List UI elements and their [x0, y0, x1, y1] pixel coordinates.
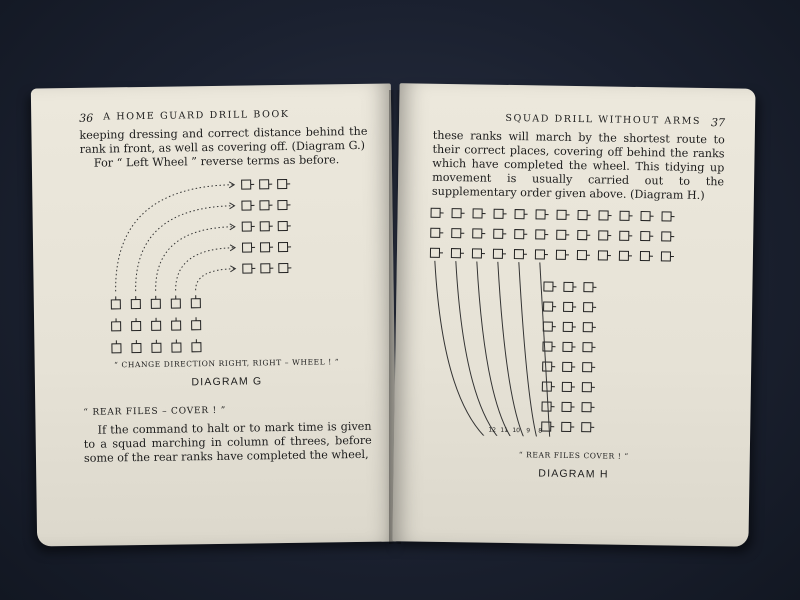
rear-files-command: “ REAR FILES – COVER ! ” — [83, 405, 227, 418]
soldier-square — [131, 300, 140, 309]
wheeled-soldier — [242, 180, 255, 189]
original-soldier — [132, 340, 141, 353]
column-soldier — [584, 283, 597, 292]
soldier-square — [278, 242, 287, 251]
left-paragraph-3: If the command to halt or to mark time is given to a squad marching in column of threes, before some of the rear ranks have completed the wheel, — [83, 419, 372, 465]
wheeled-soldier — [279, 263, 292, 272]
file-number-label: 11 — [500, 426, 509, 434]
wheeled-soldier — [260, 222, 273, 231]
original-soldier — [112, 318, 121, 331]
rear-file-path — [516, 262, 541, 439]
file-number-label: 9 — [526, 427, 531, 435]
file-number-label: 10 — [512, 427, 521, 435]
wheel-path-arrow — [195, 269, 235, 291]
right-running-head: SQUAD DRILL WITHOUT ARMS — [505, 112, 702, 127]
column-soldier — [543, 322, 556, 331]
soldier-square — [662, 232, 671, 241]
soldier-square — [582, 383, 591, 392]
front-rank-soldier — [641, 212, 654, 221]
front-rank-soldier — [515, 210, 528, 219]
original-soldier — [192, 317, 201, 330]
front-rank-soldier — [451, 249, 464, 258]
soldier-square — [151, 299, 160, 308]
front-rank-soldier — [661, 252, 674, 261]
front-rank-soldier — [472, 249, 485, 258]
soldier-square — [111, 300, 120, 309]
wheeled-soldier — [242, 222, 255, 231]
column-soldier — [542, 422, 555, 431]
front-rank-soldier — [620, 211, 633, 220]
soldier-square — [562, 402, 571, 411]
front-rank-soldier — [578, 231, 591, 240]
column-soldier — [583, 363, 596, 372]
soldier-square — [112, 344, 121, 353]
front-rank-soldier — [598, 251, 611, 260]
soldier-square — [192, 343, 201, 352]
wheeled-soldier — [260, 243, 273, 252]
front-rank-soldier — [431, 208, 444, 217]
front-rank-soldier — [599, 211, 612, 220]
wheeled-soldier — [260, 180, 273, 189]
front-rank-soldier — [599, 231, 612, 240]
column-soldier — [583, 323, 596, 332]
soldier-square — [599, 231, 608, 240]
soldier-square — [132, 322, 141, 331]
wheeled-soldier — [278, 221, 291, 230]
soldier-square — [171, 299, 180, 308]
right-page-header — [433, 112, 725, 130]
diagram-h — [422, 205, 716, 440]
soldier-square — [242, 180, 251, 189]
wheeled-soldier — [242, 201, 255, 210]
soldier-square — [192, 321, 201, 330]
soldier-square — [641, 232, 650, 241]
soldier-square — [494, 209, 503, 218]
soldier-square — [584, 303, 593, 312]
soldier-square — [494, 229, 503, 238]
wheeled-soldier — [278, 242, 291, 251]
soldier-square — [242, 243, 251, 252]
front-rank-soldier — [494, 209, 507, 218]
original-soldier — [172, 339, 181, 352]
soldier-square — [535, 250, 544, 259]
soldier-square — [620, 231, 629, 240]
soldier-square — [514, 250, 523, 259]
soldier-square — [563, 322, 572, 331]
soldier-square — [582, 403, 591, 412]
soldier-square — [132, 344, 141, 353]
front-rank-soldier — [514, 250, 527, 259]
soldier-square — [564, 282, 573, 291]
soldier-square — [564, 302, 573, 311]
soldier-square — [583, 363, 592, 372]
soldier-square — [583, 343, 592, 352]
soldier-square — [542, 402, 551, 411]
front-rank-soldier — [473, 209, 486, 218]
column-soldier — [563, 342, 576, 351]
original-soldier — [152, 340, 161, 353]
wheel-path-arrow — [175, 248, 236, 291]
diagram-g-label: DIAGRAM G — [191, 375, 263, 389]
wheeled-soldier — [242, 243, 255, 252]
right-page-number: 37 — [710, 116, 726, 130]
column-soldier — [582, 383, 595, 392]
soldier-square — [556, 250, 565, 259]
front-rank-soldier — [473, 229, 486, 238]
front-rank-soldier — [452, 229, 465, 238]
soldier-square — [557, 230, 566, 239]
soldier-square — [598, 251, 607, 260]
soldier-square — [577, 251, 586, 260]
soldier-square — [260, 243, 269, 252]
wheeled-soldier — [278, 179, 291, 188]
soldier-square — [260, 180, 269, 189]
front-rank-soldier — [620, 231, 633, 240]
column-soldier — [564, 282, 577, 291]
column-soldier — [562, 402, 575, 411]
soldier-square — [278, 221, 287, 230]
right-page-text — [432, 129, 725, 204]
left-page-text-bottom — [84, 420, 373, 466]
soldier-square — [191, 299, 200, 308]
front-rank-soldier — [536, 230, 549, 239]
open-book — [34, 86, 754, 556]
front-rank-soldier — [430, 248, 443, 257]
front-rank-soldier — [493, 249, 506, 258]
soldier-square — [260, 201, 269, 210]
column-soldier — [562, 382, 575, 391]
soldier-square — [582, 423, 591, 432]
soldier-square — [431, 228, 440, 237]
soldier-square — [493, 249, 502, 258]
front-rank-soldier — [640, 252, 653, 261]
original-soldier — [152, 318, 161, 331]
column-soldier — [562, 422, 575, 431]
file-number-label: 12 — [488, 426, 497, 434]
soldier-square — [261, 264, 270, 273]
left-paragraph-1: keeping dressing and correct distance behind the rank in front, as well as covering off. (Diagram G.) — [79, 124, 368, 156]
column-soldier — [564, 302, 577, 311]
front-rank-soldier — [578, 211, 591, 220]
front-rank-soldier — [556, 250, 569, 259]
soldier-square — [515, 210, 524, 219]
rear-file-path — [474, 261, 517, 439]
column-soldier — [582, 423, 595, 432]
column-soldier — [544, 302, 557, 311]
soldier-square — [152, 343, 161, 352]
soldier-square — [543, 362, 552, 371]
wheel-path-arrow — [114, 185, 235, 292]
left-page-number: 36 — [79, 111, 94, 125]
wheeled-soldier — [261, 264, 274, 273]
right-paragraph-1: these ranks will march by the shortest route to their correct places, covering off behind the ranks which have completed the wheel. This tidying up movement is usually carried out to the supplementary order given above. (Diagram H.) — [431, 128, 725, 203]
front-rank-soldier — [641, 232, 654, 241]
soldier-square — [562, 422, 571, 431]
column-soldier — [583, 343, 596, 352]
soldier-square — [472, 249, 481, 258]
front-rank-soldier — [662, 232, 675, 241]
file-number-label: 8 — [538, 427, 543, 435]
soldier-square — [641, 212, 650, 221]
soldier-square — [431, 208, 440, 217]
soldier-square — [543, 322, 552, 331]
column-soldier — [543, 362, 556, 371]
wheel-path-arrow — [155, 227, 236, 291]
soldier-square — [578, 211, 587, 220]
soldier-square — [430, 248, 439, 257]
wheeled-soldier — [278, 200, 291, 209]
front-rank-soldier — [619, 251, 632, 260]
soldier-square — [599, 211, 608, 220]
left-running-head: A HOME GUARD DRILL BOOK — [103, 108, 290, 123]
column-soldier — [584, 303, 597, 312]
soldier-square — [562, 382, 571, 391]
original-soldier — [192, 339, 201, 352]
soldier-square — [563, 362, 572, 371]
left-page — [31, 84, 397, 547]
front-rank-soldier — [494, 229, 507, 238]
soldier-square — [536, 230, 545, 239]
wheeled-soldier — [243, 264, 256, 273]
column-soldier — [563, 362, 576, 371]
original-soldier — [111, 296, 120, 309]
left-page-header — [79, 108, 367, 125]
column-soldier — [563, 322, 576, 331]
soldier-square — [112, 322, 121, 331]
diagram-h-label: DIAGRAM H — [538, 467, 609, 481]
soldier-square — [242, 222, 251, 231]
original-soldier — [171, 295, 180, 308]
front-rank-soldier — [535, 250, 548, 259]
front-rank-soldier — [431, 228, 444, 237]
soldier-square — [563, 342, 572, 351]
soldier-square — [452, 229, 461, 238]
soldier-square — [544, 282, 553, 291]
soldier-square — [583, 323, 592, 332]
front-rank-soldier — [662, 212, 675, 221]
front-rank-soldier — [515, 230, 528, 239]
soldier-square — [279, 263, 288, 272]
column-soldier — [544, 282, 557, 291]
soldier-square — [172, 321, 181, 330]
soldier-square — [243, 264, 252, 273]
soldier-square — [584, 283, 593, 292]
column-soldier — [582, 403, 595, 412]
soldier-square — [557, 210, 566, 219]
soldier-square — [640, 252, 649, 261]
original-soldier — [132, 318, 141, 331]
original-soldier — [151, 296, 160, 309]
soldier-square — [152, 321, 161, 330]
soldier-square — [452, 209, 461, 218]
front-rank-soldier — [577, 251, 590, 260]
original-soldier — [172, 317, 181, 330]
original-soldier — [191, 295, 200, 308]
original-soldier — [112, 340, 121, 353]
soldier-square — [451, 249, 460, 258]
arrow-head — [230, 266, 235, 272]
column-soldier — [542, 382, 555, 391]
soldier-square — [172, 343, 181, 352]
soldier-square — [662, 212, 671, 221]
diagram-g — [94, 173, 336, 356]
diagram-g-caption: “ CHANGE DIRECTION RIGHT, RIGHT – WHEEL ! ” — [113, 357, 340, 370]
front-rank-soldier — [452, 209, 465, 218]
soldier-square — [260, 222, 269, 231]
soldier-square — [619, 251, 628, 260]
soldier-square — [536, 210, 545, 219]
front-rank-soldier — [557, 230, 570, 239]
soldier-square — [544, 302, 553, 311]
left-page-text — [79, 125, 368, 171]
wheeled-soldier — [260, 201, 273, 210]
diagram-h-caption: “ REAR FILES COVER ! ” — [518, 450, 629, 461]
soldier-square — [620, 211, 629, 220]
soldier-square — [242, 201, 251, 210]
soldier-square — [278, 179, 287, 188]
right-page — [392, 83, 755, 547]
original-soldier — [131, 296, 140, 309]
soldier-square — [661, 252, 670, 261]
left-paragraph-2: For “ Left Wheel ” reverse terms as before. — [93, 153, 340, 170]
soldier-square — [515, 230, 524, 239]
soldier-square — [473, 209, 482, 218]
soldier-square — [278, 200, 287, 209]
soldier-square — [473, 229, 482, 238]
front-rank-soldier — [536, 210, 549, 219]
front-rank-soldier — [557, 210, 570, 219]
soldier-square — [578, 231, 587, 240]
